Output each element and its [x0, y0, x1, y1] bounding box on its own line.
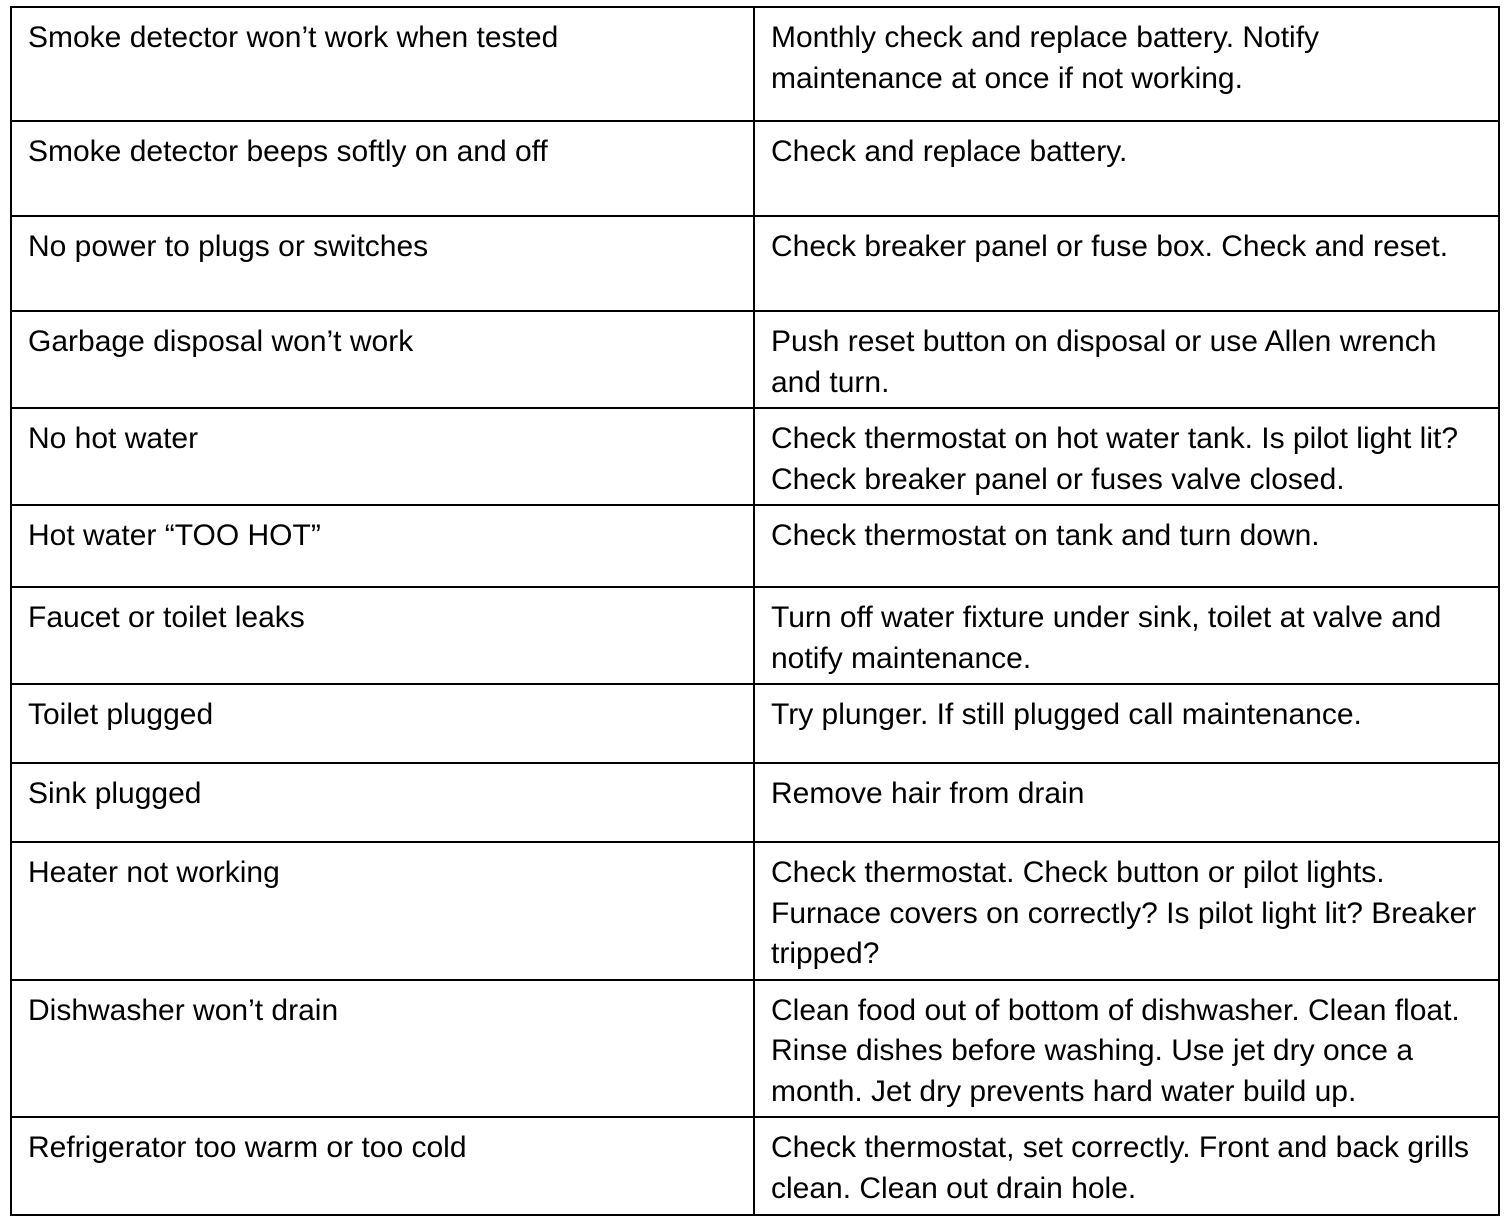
- solution-cell: Check thermostat on hot water tank. Is pilot light lit? Check breaker panel or fuses valve closed.: [754, 408, 1499, 505]
- table-row: [11, 216, 1499, 311]
- solution-cell: Check thermostat on tank and turn down.: [754, 505, 1499, 587]
- table-row: [11, 505, 1499, 587]
- problem-cell: Toilet plugged: [11, 684, 754, 763]
- troubleshooting-table: [10, 6, 1500, 1216]
- problem-cell: No hot water: [11, 408, 754, 505]
- solution-cell: Check thermostat. Check button or pilot lights. Furnace covers on correctly? Is pilot light lit? Breaker tripped?: [754, 842, 1499, 980]
- problem-cell: Sink plugged: [11, 763, 754, 842]
- problem-cell: Garbage disposal won’t work: [11, 311, 754, 408]
- solution-cell: Push reset button on disposal or use Allen wrench and turn.: [754, 311, 1499, 408]
- problem-cell: No power to plugs or switches: [11, 216, 754, 311]
- table-row: [11, 684, 1499, 763]
- table-row: [11, 980, 1499, 1118]
- table-row: [11, 842, 1499, 980]
- table-row: [11, 121, 1499, 216]
- solution-cell: Clean food out of bottom of dishwasher. Clean float. Rinse dishes before washing. Use jet dry once a month. Jet dry prevents hard water build up.: [754, 980, 1499, 1118]
- problem-cell: Hot water “TOO HOT”: [11, 505, 754, 587]
- solution-cell: Try plunger. If still plugged call maintenance.: [754, 684, 1499, 763]
- problem-cell: Faucet or toilet leaks: [11, 587, 754, 684]
- solution-cell: Check breaker panel or fuse box. Check and reset.: [754, 216, 1499, 311]
- table-row: [11, 408, 1499, 505]
- table-row: [11, 587, 1499, 684]
- solution-cell: Monthly check and replace battery. Notify maintenance at once if not working.: [754, 7, 1499, 121]
- problem-cell: Refrigerator too warm or too cold: [11, 1117, 754, 1215]
- solution-cell: Turn off water fixture under sink, toilet at valve and notify maintenance.: [754, 587, 1499, 684]
- solution-cell: Remove hair from drain: [754, 763, 1499, 842]
- problem-cell: Dishwasher won’t drain: [11, 980, 754, 1118]
- table-row: [11, 763, 1499, 842]
- solution-cell: Check and replace battery.: [754, 121, 1499, 216]
- problem-cell: Heater not working: [11, 842, 754, 980]
- table-row: [11, 1117, 1499, 1215]
- problem-cell: Smoke detector beeps softly on and off: [11, 121, 754, 216]
- table-row: [11, 311, 1499, 408]
- problem-cell: Smoke detector won’t work when tested: [11, 7, 754, 121]
- solution-cell: Check thermostat, set correctly. Front and back grills clean. Clean out drain hole.: [754, 1117, 1499, 1215]
- table-row: [11, 7, 1499, 121]
